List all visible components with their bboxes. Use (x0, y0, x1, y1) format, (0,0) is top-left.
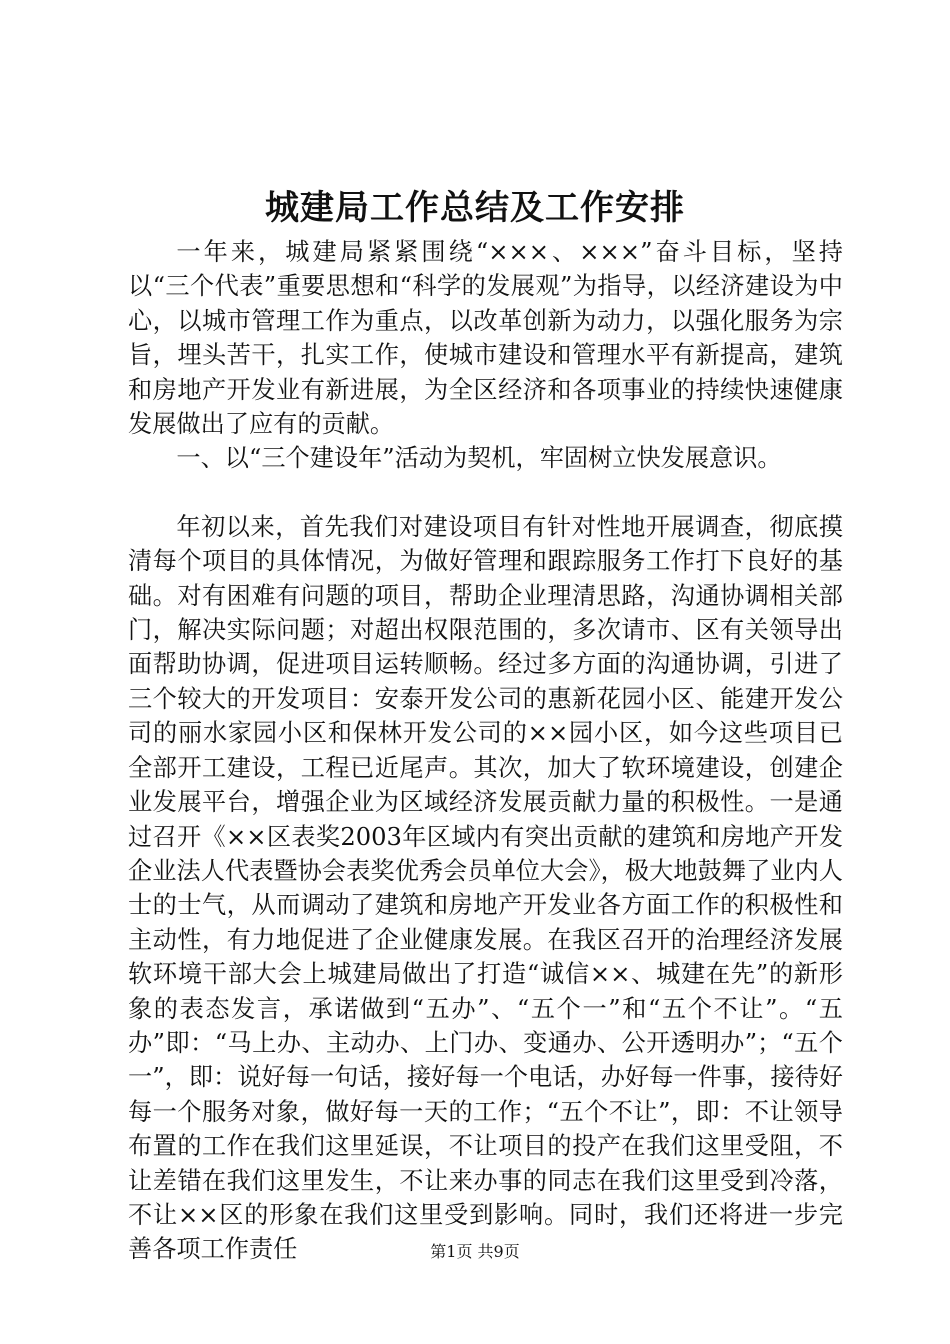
document-title: 城建局工作总结及工作安排 (265, 188, 685, 228)
section-heading-1: 一、以“三个建设年”活动为契机，牢固树立快发展意识。 (176, 444, 782, 473)
paragraph-intro: 一年来，城建局紧紧围绕“×××、×××”奋斗目标，坚持以“三个代表”重要思想和“科学的发展观”为指导，以经济建设为中心，以城市管理工作为重点，以改革创新为动力，以强化服务为宗旨，埋头苦干，扎实工作，使城市建设和管理水平有新提高，建筑和房地产开发业有新进展，为全区经济和各项事业的持续快速健康发展做出了应有的贡献。 (128, 238, 843, 439)
document-body (128, 235, 843, 1267)
page-number-footer: 第1页 共9页 (430, 1242, 520, 1261)
paragraph-body: 年初以来，首先我们对建设项目有针对性地开展调查，彻底摸清每个项目的具体情况，为做好管理和跟踪服务工作打下良好的基础。对有困难有问题的项目，帮助企业理清思路，沟通协调相关部门，解决实际问题；对超出权限范围的，多次请市、区有关领导出面帮助协调，促进项目运转顺畅。经过多方面的沟通协调，引进了三个较大的开发项目：安泰开发公司的惠新花园小区、能建开发公司的丽水家园小区和保林开发公司的××园小区，如今这些项目已全部开工建设，工程已近尾声。其次，加大了软环境建设，创建企业发展平台，增强企业为区域经济发展贡献力量的积极性。一是通过召开《××区表奖2003年区域内有突出贡献的建筑和房地产开发企业法人代表暨协会表奖优秀会员单位大会》，极大地鼓舞了业内人士的士气，从而调动了建筑和房地产开发业各方面工作的积极性和主动性，有力地促进了企业健康发展。在我区召开的治理经济发展软环境干部大会上城建局做出了打造“诚信××、城建在先”的新形象的表态发言，承诺做到“五办”、“五个一”和“五个不让”。“五办”即：“马上办、主动办、上门办、变通办、公开透明办”；“五个一”，即：说好每一句话，接好每一个电话，办好每一件事，接待好每一个服务对象，做好每一天的工作；“五个不让”，即：不让领导布置的工作在我们这里延误，不让项目的投产在我们这里受阻，不让差错在我们这里发生，不让来办事的同志在我们这里受到冷落，不让××区的形象在我们这里受到影响。同时，我们还将进一步完善各项工作责任 (128, 512, 843, 1264)
